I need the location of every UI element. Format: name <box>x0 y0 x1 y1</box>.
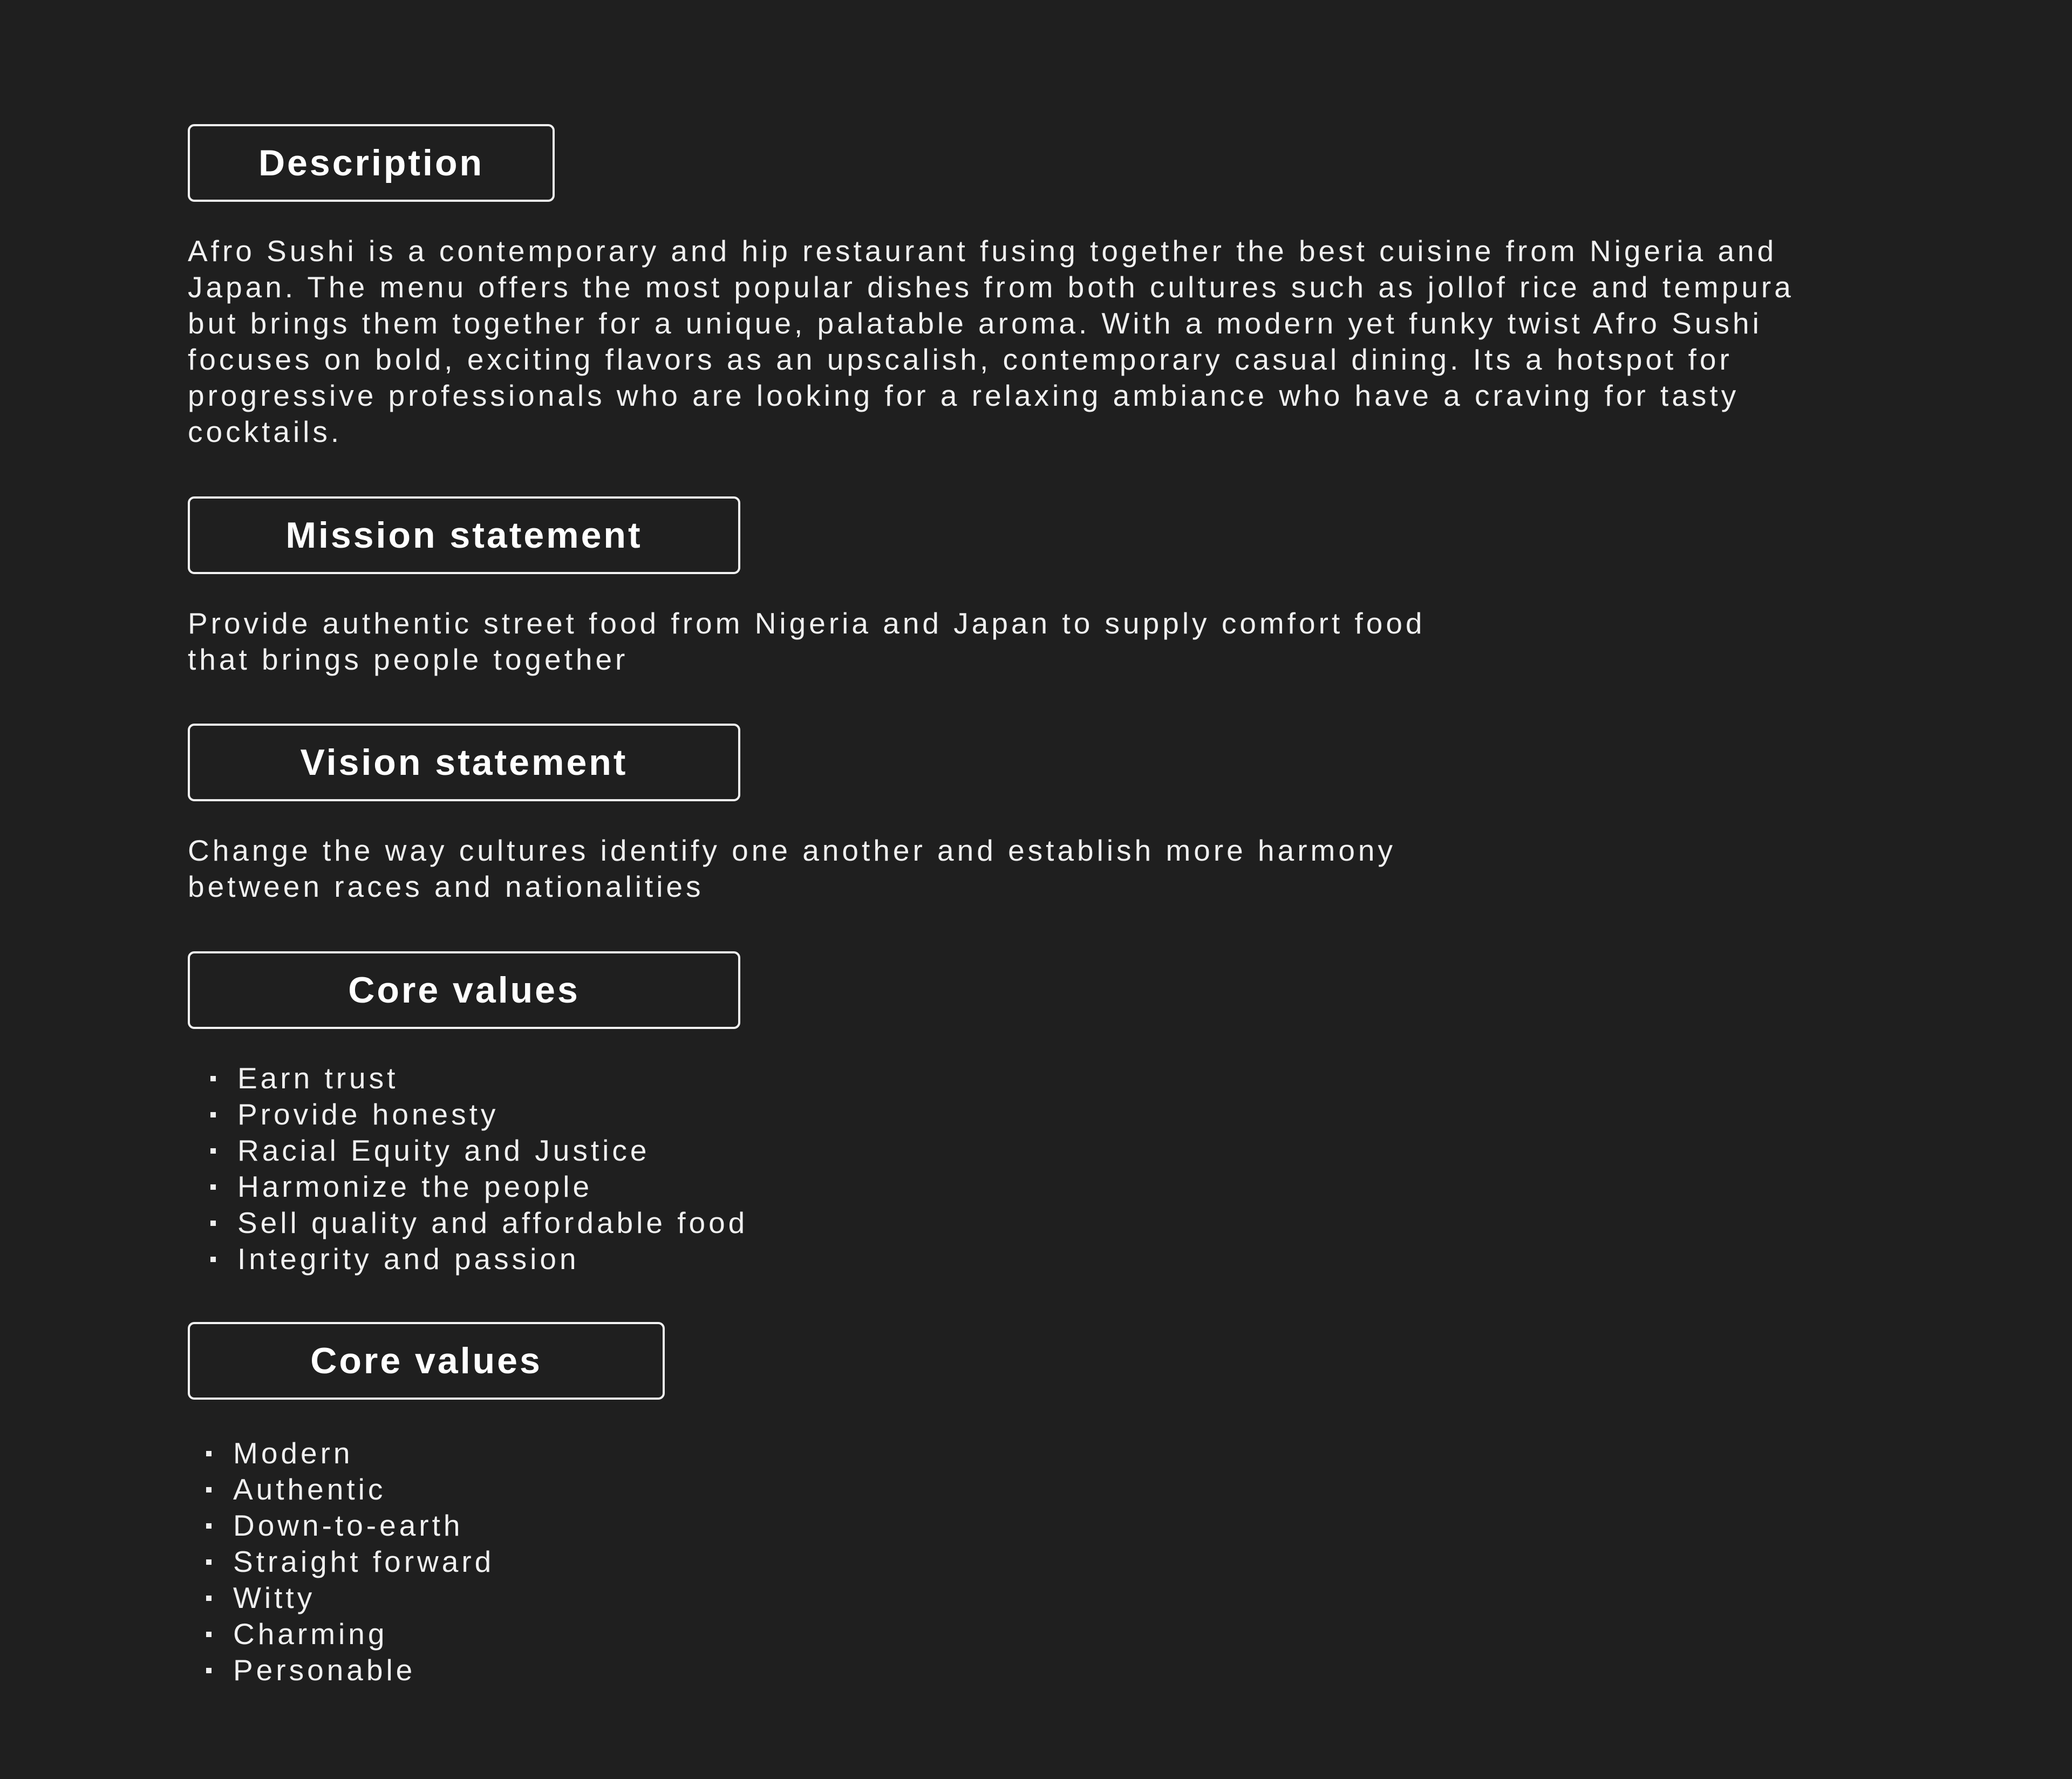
bullet-icon <box>206 1668 212 1673</box>
bullet-icon <box>206 1523 212 1529</box>
mission-statement-heading: Mission statement <box>188 496 740 574</box>
core-values-list <box>188 1060 748 1277</box>
list-item: Personable <box>183 1652 494 1688</box>
list-item: Harmonize the people <box>188 1169 748 1205</box>
bullet-icon <box>210 1076 216 1081</box>
description-heading: Description <box>188 124 555 202</box>
list-item: Straight forward <box>183 1544 494 1580</box>
list-item: Sell quality and affordable food <box>188 1205 748 1241</box>
bullet-icon <box>210 1221 216 1226</box>
list-item: Down-to-earth <box>183 1508 494 1544</box>
bullet-icon <box>206 1596 212 1601</box>
vision-statement-heading: Vision statement <box>188 724 740 801</box>
list-item: Integrity and passion <box>188 1241 748 1277</box>
bullet-icon <box>210 1184 216 1190</box>
bullet-icon <box>210 1257 216 1262</box>
vision-statement-text: Change the way cultures identify one another and establish more harmony between races and nationalities <box>188 834 1396 903</box>
bullet-icon <box>206 1559 212 1565</box>
list-item: Racial Equity and Justice <box>188 1133 748 1169</box>
core-values-2-list <box>183 1435 494 1688</box>
bullet-icon <box>206 1451 212 1456</box>
list-item: Authentic <box>183 1471 494 1508</box>
list-item: Charming <box>183 1616 494 1652</box>
list-item: Modern <box>183 1435 494 1471</box>
list-item: Witty <box>183 1580 494 1616</box>
bullet-icon <box>210 1148 216 1154</box>
core-values-2-heading: Core values <box>188 1322 665 1400</box>
description-text: Afro Sushi is a contemporary and hip restaurant fusing together the best cuisine from Nigeria and Japan. The menu offers the most popular dishes from both cultures such as jollof rice and tempura but brings them together for a unique, palatable aroma. With a modern yet funky twist Afro Sushi focuses on bold, exciting flavors as an upscalish, contemporary casual dining. Its a hotspot for progressive professionals who are looking for a relaxing ambiance who have a craving for tasty cocktails. <box>188 234 1794 448</box>
bullet-icon <box>210 1112 216 1117</box>
core-values-heading: Core values <box>188 951 740 1029</box>
bullet-icon <box>206 1487 212 1492</box>
list-item: Provide honesty <box>188 1096 748 1133</box>
mission-statement-text: Provide authentic street food from Nigeria and Japan to supply comfort food that brings people together <box>188 606 1426 676</box>
list-item: Earn trust <box>188 1060 748 1096</box>
bullet-icon <box>206 1632 212 1637</box>
